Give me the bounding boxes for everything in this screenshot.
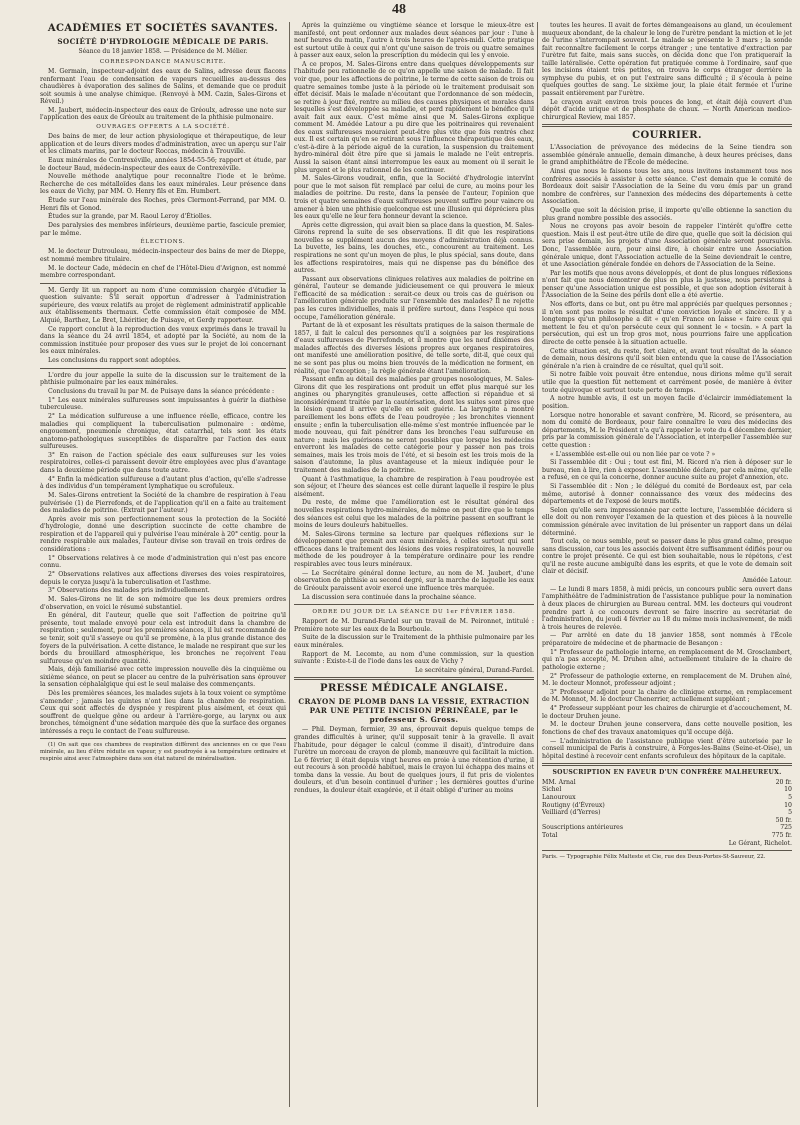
subscription-row [542, 786, 792, 794]
rule [40, 368, 286, 369]
subscription-row [542, 802, 792, 810]
rule [294, 604, 534, 605]
paragraph: M. le docteur Druhen jeune conservera, dans cette nouvelle position, les fonctions de chef des travaux anatomiques qu'il occupe déjà. [542, 721, 792, 736]
footnote: (1) On sait que ces chambres de respiration diffèrent des anciennes en ce que l'eau minérale, au lieu d'être réduite en vapeur, y est poudroyée à sa température ordinaire et respirée ainsi avec l'atmosphère dans son état naturel de minéralisation. [40, 742, 286, 762]
imprint-line: Paris. — Typographie Félix Malteste et Cie, rue des Deux-Portes-St-Sauveur, 22. [542, 854, 766, 861]
paragraph: toutes les heures. Il avait de fortes démangeaisons au gland, un écoulement muqueux abondant, de la chaleur le long de l'urètre pendant la miction et le jet de l'urine s'interrompait souvent. Le malade se présente le 3 mars ; la sonde fait reconnaître facilement le corps étranger ; une tentative d'extraction par l'urètre fut faite, mais sans succès, on décida donc que l'on pratiquerait la taille latéralisée. Cette opération fut pratiquée comme à l'ordinaire, sauf que les incisions étaient très petites, on trouva le corps étranger derrière la symphyse du pubis, et on put l'extraire sans difficulté ; il s'écoula à peine quelques gouttes de sang. Le sixième jour, la plaie était fermée et l'urine passait entièrement par l'urètre. [542, 22, 792, 97]
paragraph: Du reste, de même que l'amélioration est le résultat général des nouvelles respirations hydro-minérales, de même on peut dire que le temps des séances est celui que les malades de la poitrine passent en souffrant le moins de leurs douleurs habituelles. [294, 499, 534, 530]
rubric-heading: ORDRE DU JOUR DE LA SÉANCE DU 1er FÉVRIER 1858. [312, 609, 516, 616]
paragraph: M. Sales-Girons voudrait, enfin, que la Société d'hydrologie intervînt pour que le mot saison fût remplacé par celui de cure, au moins pour les maladies de poitrine. Du reste, dans la pensée de l'auteur, l'opinion que trois et quatre semaines d'eaux sulfureuses peuvent suffire pour vaincre ou amener à bien une phthisie quelconque est une illusion qui dépréciera plus les eaux qu'elle ne leur fera honneur devant la science. [294, 175, 534, 221]
paragraph: Des paralysies des membres inférieurs, deuxième partie, fascicule premier, par le même. [40, 222, 286, 237]
paragraph: Ce rapport conclut à la reproduction des vœux exprimés dans le travail lu dans la séance du 24 avril 1854, et adopté par la Société, au nom de la commission instituée pour proposer des vues sur le projet de loi concernant les eaux minérales. [40, 325, 286, 356]
paragraph: Si l'assemblée dit : Non ; le délégué du comité de Bordeaux est, par cela même, autorisé à donner connaissance des vœux des médecins des départements et de l'exposé de leurs motifs. [542, 483, 792, 506]
paragraph: Eaux minérales de Contrexéville, années 1854-55-56; rapport et étude, par le docteur Baud, médecin-inspecteur des eaux de Contrexéville. [40, 157, 286, 172]
column-3 [542, 22, 792, 1114]
donor-name: Routigny (d'Évreux) [542, 801, 605, 809]
paragraph: Passant aux observations cliniques relatives aux maladies de poitrine en général, l'auteur se demande judicieusement ce qui prouvera le mieux l'efficacité de sa médication : serait-ce deux ou trois cas de guérison ou l'amélioration générale produite sur l'ensemble des malades? Il ne rejette pas les cures individuelles, mais il préfère surtout, dans l'espèce qui nous occupe, l'amélioration générale. [294, 275, 534, 321]
signature: Le secrétaire général, Durand-Fardel. [415, 666, 534, 674]
paragraph: 4° Professeur suppléant pour les chaires de chirurgie et d'accouchement, M. le docteur Druhen jeune. [542, 705, 792, 720]
paragraph: M. le docteur Dutrouleau, médecin-inspecteur des bains de mer de Dieppe, est nommé membre titulaire. [40, 248, 286, 263]
paragraph: Si l'assemblée dit : Oui ; tout est fini, M. Ricord n'a rien à déposer sur le bureau, rien à lire, rien à exposer. L'assemblée déclare, par cela même, qu'elle a refusé, en ce qui la concerne, donner aucune suite au projet d'annexion, etc. [542, 459, 792, 482]
donor-amount: 20 fr. [775, 778, 792, 786]
paragraph: Nouvelle méthode analytique pour reconnaître l'iode et le brôme. Recherche de ces métalloïdes dans les eaux minérales. Leur présence dans les eaux de Vichy, par MM. O. Henry fils et Em. Humbert. [40, 173, 286, 196]
paragraph: Partant de là et exposant les résultats pratiques de la saison thermale de 1857, il fait le calcul des personnes qu'il a soignées par les respirations d'eaux sulfureuses de Pierrefonds, et il montre que les neuf dixièmes des malades affectés des diverses lésions propres aux organes respiratoires, ont manifesté une amélioration positive, de telle sorte, dit-il, que ceux qui ne se sont pas plus ou moins bien trouvés de la médication ne forment, en réalité, que l'exception ; la règle générale étant l'amélioration. [294, 322, 534, 375]
donor-amount: 5 [788, 794, 792, 801]
signature: Le Gérant, Richelot. [728, 839, 792, 847]
section-heading: PRESSE MÉDICALE ANGLAISE. [320, 683, 508, 695]
paragraph: Rapport de M. Durand-Fardel sur un travail de M. Peironnet, intitulé : Première note sur les eaux de la Bourboule. [294, 618, 534, 633]
paragraph: L'Association de prévoyance des médecins de la Seine tiendra son assemblée générale annuelle, demain dimanche, à deux heures précises, dans le grand amphithéâtre de l'École de médecine. [542, 144, 792, 167]
donor-amount: 10 [784, 801, 792, 809]
column-rule-2 [537, 22, 538, 1107]
paragraph: M. Germain, inspecteur-adjoint des eaux de Salins, adresse deux flacons renfermant l'eau de condensation de vapeurs recueillies au-dessus des chaudières à évaporation des salines de Salins, et demande que ce produit soit soumis à une analyse chimique. (Renvoyé à MM. Cazin, Sales-Girons et Réveil.) [40, 68, 286, 106]
rubric-heading: CORRESPONDANCE MANUSCRITE. [99, 59, 227, 65]
paragraph: Dès les premières séances, les malades sujets à la toux voient ce symptôme s'amender ; jamais les quintes n'ont lieu dans la chambre de respiration. Ceux qui sont affectés de dyspnée y respirent plus aisément, et ceux qui souffrent de quelque gêne ou ardeur à l'arrière-gorge, au larynx ou aux bronches, témoignent d'une sédation marquée dès que la surface des organes intéressés a reçu le contact de l'eau sulfureuse. [40, 690, 286, 735]
paragraph: — L'administration de l'assistance publique vient d'être autorisée par le conseil municipal de Paris à construire, à Forges-les-Bains (Seine-et-Oise), un hôpital destiné à recevoir cent enfants scrofuleux des hôpitaux de la capitale. [542, 737, 792, 760]
rule [40, 738, 286, 739]
subscription-prev-label: Souscriptions antérieures [542, 824, 624, 832]
paragraph: 1° Observations relatives à ce mode d'administration qui n'est pas encore connu. [40, 554, 286, 570]
subscription-total-label: Total [542, 831, 558, 839]
paragraph: M. Sales-Girons termine sa lecture par quelques réflexions sur le développement que prenait aux eaux minérales, à celles surtout qui sont efficaces dans le traitement des lésions des voies respiratoires, la nouvelle méthode de les poudroyer à la température ordinaire pour les rendre respirables avec tous leurs minéraux. [294, 530, 534, 568]
subscription-row [542, 809, 792, 817]
paragraph: 2° Professeur de pathologie externe, en remplacement de M. Druhen aîné, M. le docteur Monnot, professeur adjoint ; [542, 672, 792, 688]
paragraph: — Le lundi 8 mars 1858, à midi précis, un concours public sera ouvert dans l'amphithéâtre de l'administration de l'assistance publique pour la nomination à deux places de chirurgien au Bureau central. MM. les docteurs qui voudront prendre part à ce concours devront se faire inscrire au secrétariat de l'administration, du jeudi 4 février au 18 du même mois inclusivement, de midi à trois heures de relevée. [542, 585, 792, 631]
rubric-heading: OUVRAGES OFFERTS A LA SOCIÉTÉ. [96, 124, 230, 131]
signature: Amédée Latour. [742, 577, 792, 585]
subscription-table [542, 779, 792, 840]
subscription-partial: 50 fr. [775, 816, 792, 824]
paragraph: 1° Les eaux minérales sulfureuses sont impuissantes à guérir la diathèse tuberculeuse. [40, 396, 286, 412]
paragraph: Nos efforts, dans ce but, ont pu être mal appréciés par quelques personnes ; il n'en sont pas moins le résultat d'une conviction loyale et sincère. Il y a longtemps qu'un philosophe a dit « qu'en France on laisse « faire ceux qui mettent le feu et qu'on persécute ceux qui sonnent le « tocsin. » A part la persécution, qui est un trop gros mot, nous pourrions faire une application directe de cette pensée à la situation actuelle. [542, 301, 792, 346]
paragraph: Mais, déjà familiarisé avec cette impression nouvelle dès la cinquième ou sixième séance, on peut se placer au centre de la pulvérisation sans éprouver la sensation céphalalgique qui est le seul malaise des commençants. [40, 666, 286, 689]
paragraph: Après cette digression, qui avait bien sa place dans la question, M. Sales-Girons reprend la suite de ses observations. Il dit que les respirations nouvelles se supplément aucun des moyens d'administration déjà connus. La buvette, les bains, les douches, etc., concourent au traitement. Les respirations ne sont qu'un moyen de plus, le plus spécial, sans doute, dans les affections respiratoires, mais qui ne dispense pas du bénéfice des autres. [294, 221, 534, 275]
subsection-heading: SOCIÉTÉ D'HYDROLOGIE MÉDICALE DE PARIS. [57, 37, 269, 46]
page-number: 48 [392, 2, 406, 17]
subscription-row [542, 779, 792, 787]
paragraph: Tout cela, ce nous semble, peut se passer dans le plus grand calme, presque sans discussion, car tous les associés doivent être suffisamment édifiés pour ou contre le projet présenté. Ce qui est bien souhaitable, nous le répétons, c'est qu'il ne reste aucune ambiguïté dans les esprits, et que le vote de demain soit clair et décisif. [542, 538, 792, 576]
subscription-total-amount: 775 fr. [771, 831, 792, 839]
donor-name: Veilliard (d'Yerres) [542, 809, 601, 817]
rule [40, 283, 286, 284]
paragraph: Par les motifs que nous avons développés, et dont de plus longues réflexions n'ont fait que nous démontrer de plus en plus la justesse, nous persistons à penser qu'une Association unique est possible, et que son adoption éviterait à l'Association de la Seine des périls dont elle a été avertie. [542, 269, 792, 300]
column-rule-1 [289, 22, 290, 1107]
paragraph: M. Sales-Girons ne lit de son mémoire que les deux premiers ordres d'observation, en voici le résumé substantiel. [40, 596, 286, 611]
paragraph: Après la quinzième ou vingtième séance et lorsque le mieux-être est manifesté, ont peut ordonner aux malades deux séances par jour : l'une à neuf heures du matin, l'autre à trois heures de l'après-midi. Cette pratique est surtout utile à ceux qui n'ont qu'une saison de trois ou quatre semaines à passer aux eaux, selon la prescription du médecin qui les y envoie. [294, 22, 534, 60]
paragraph: Le crayon avait environ trois pouces de long, et était déjà couvert d'un dépôt d'acide urique et de phosphate de chaux. — North American medico-chirurgical Review, mai 1857. [542, 98, 792, 121]
rule [294, 677, 534, 680]
subsection-heading: CRAYON DE PLOMB DANS LA VESSIE, EXTRACTION PAR UNE PETITE INCISION PÉRINÉALE, par le professeur S. Gross. [298, 697, 530, 725]
paragraph: « L'assemblée est-elle oui ou non liée par ce vote ? » [550, 450, 716, 458]
section-heading: COURRIER. [632, 130, 702, 142]
paragraph: Selon qu'elle sera impressionnée par cette lecture, l'assemblée décidera si elle doit ou non renvoyer l'examen de la question et des pièces à la nouvelle commission générale avec invitation de lui présenter un rapport dans un délai déterminé. [542, 506, 792, 537]
donor-name: MM. Arnal [542, 778, 576, 786]
paragraph: 2° Observations relatives aux affections diverses des voies respiratoires, depuis le coryza jusqu'à la tuberculisation et l'asthme. [40, 571, 286, 586]
paragraph: 1° Professeur de pathologie interne, en remplacement de M. Grosclambert, qui n'a pas accepté, M. Druhen aîné, actuellement titulaire de la chaire de pathologie externe ; [542, 648, 792, 671]
paragraph: Ainsi que nous le faisons tous les ans, nous invitons instamment tous nos confrères associés à assister à cette séance. C'est demain que le comité de Bordeaux doit saisir l'Association de la Seine du vœu émis par un grand nombre de confrères, sur l'annexion des médecins des départements à cette Association. [542, 168, 792, 206]
rule [542, 850, 792, 851]
paragraph: M. le docteur Cade, médecin en chef de l'Hôtel-Dieu d'Avignon, est nommé membre correspondant. [40, 264, 286, 280]
paragraph: Quant à l'asthmatique, la chambre de respiration à l'eau poudroyée est son séjour, et l'heure des séances est celle durant laquelle il respire le plus aisément. [294, 475, 534, 498]
paragraph: A ce propos, M. Sales-Girons entre dans quelques développements sur l'habitude peu rationnelle de ce qu'on appelle une saison de malade. Il fait voir que, pour les affections de poitrine, le terme de cette saison de trois ou quatre semaines tombe juste à la période où le traitement produisait son effet décisif. Mais le malade n'écoutant que l'ordonnance de son médecin, se retire à jour fixé, rentre au milieu des causes physiques et morales dans lesquelles s'est développée sa maladie, et perd rapidement le bénéfice qu'il avait fait aux eaux. C'est même ainsi que M. Sales-Girons explique comment M. Amédée Latour a pu dire que les poitrinaires qui revenaient des eaux sulfureuses mouraient peut-être plus vite que fois rentrés chez eux. Il est certain qu'en se retirant sous l'influence thérapeutique des eaux, c'est-à-dire à la période aiguë de la curation, la suspension du traitement hydro-minéral doit être pire que si jamais le malade ne l'eût entrepris. Aussi la saison étant ainsi interrompue les eaux au moment où il serait le plus urgent et le plus rationnel de les continuer. [294, 60, 534, 174]
paragraph: — Par arrêté en date du 18 janvier 1858, sont nommés à l'École préparatoire de médecine et de pharmacie de Besançon : [542, 632, 792, 647]
paragraph: 2° La médication sulfureuse a une influence réelle, efficace, contre les maladies qui compliquent la tuberculisation pulmonaire : œdème, engouement, pneumonie chronique, état catarrhal, tels sont les états anatomo-pathologiques susceptibles de disparaître par l'action des eaux sulfureuses. [40, 412, 286, 451]
paragraph: La discussion sera continuée dans la prochaine séance. [302, 593, 477, 601]
rule [542, 763, 792, 766]
paragraph: Cette situation est, du reste, fort claire, et, avant tout résultat de la séance de demain, nous désirons qu'il soit bien entendu que la cause de l'Association générale n'a rien à craindre de ce résultat, quel qu'il soit. [542, 347, 792, 370]
paragraph: Nous ne croyons pas avoir besoin de rappeler l'intérêt qu'offre cette question. Mais il est peut-être utile de dire que, quelle que soit la décision qui sera prise demain, les projets d'une Association générale seront poursuivis. Donc, l'assemblée aura, pour ainsi dire, à choisir entre une Association générale unique, dont l'Association actuelle de la Seine deviendrait le centre, et une Association générale fondée en dehors de l'Association de la Seine. [542, 223, 792, 269]
subscription-box [542, 769, 792, 839]
paragraph: L'ordre du jour appelle la suite de la discussion sur le traitement de la phthisie pulmonaire par les eaux minérales. [40, 371, 286, 387]
paragraph: 4° Enfin la médication sulfureuse a d'autant plus d'action, qu'elle s'adresse à des individus d'un tempérament lymphatique ou scrofuleux. [40, 475, 286, 491]
paragraph: Après avoir mis son perfectionnement sous la protection de la Société d'hydrologie, donné une description succincte de cette chambre de respiration et de l'appareil qui y pulvérise l'eau minérale à 20° centig. pour la rendre respirable aux malades, l'auteur divise son travail en trois ordres de considérations : [40, 515, 286, 553]
paragraph: 3° Professeur adjoint pour la chaire de clinique externe, en remplacement de M. Monnot, M. le docteur Chenerrier, actuellement suppléant ; [542, 688, 792, 704]
paragraph: Quelle que soit la décision prise, il importe qu'elle obtienne la sanction du plus grand nombre possible des associés. [542, 207, 792, 222]
paragraph: A notre humble avis, il est un moyen facile d'éclaircir immédiatement la position. [542, 395, 792, 410]
session-line: Séance du 18 janvier 1858. — Présidence de M. Mélier. [78, 48, 248, 55]
paragraph: — Phil. Deyman, fermier, 39 ans, éprouvait depuis quelque temps de grandes difficultés à uriner, qu'il supposait tenir à la gravelle. Il avait l'habitude, pour dégager le calcul (comme il disait), d'introduire dans l'urètre un morceau de crayon de plomb, manœuvre qui facilitait la miction. Le 6 février, il était depuis vingt heures en proie à une rétention d'urine, il eut recours à son procédé habituel, mais le crayon lui échappa des mains et tomba dans la vessie. Au bout de quelques jours, il fut pris de violentes douleurs, et d'un besoin continuel d'uriner ; les dernières gouttes d'urine rendues, la douleur était exagérée, et il était obligé d'uriner au moins [294, 726, 534, 794]
paragraph: Passant enfin au détail des maladies par groupes nosologiques, M. Sales-Girons dit que les respirations ont produit un effet plus marqué sur les angines ou pharyngites granuleuses, cette affection si répandue et si inconsidérément traitée par la cautérisation, dont les suites sont pires que la lésion quand il arrive qu'elle en soit guérie. La laryngite a montré pareillement les bons effets de l'eau poudroyée ; les bronchites viennent ensuite ; enfin la tuberculisation elle-même s'est montrée influencée par le mode nouveau, qui fait pénétrer dans les bronches l'eau sulfureuse en nature ; mais les guérisons ne seront possibles que lorsque les médecins enverront les malades de cette catégorie pour y passer non pas trois semaines, mais les trois mois de l'été, et si besoin est les trois mois de la saison d'automne, la plus avantageuse et la mieux indiquée pour le traitement des maladies de la poitrine. [294, 376, 534, 474]
paragraph: M. Jaubert, médecin-inspecteur des eaux de Gréoulx, adresse une note sur l'application des eaux de Gréoulx au traitement de la phthisie pulmonaire. [40, 106, 286, 122]
column-1 [40, 22, 286, 1112]
paragraph: 3° Observations des malades pris individuellement. [48, 587, 210, 595]
paragraph: En général, dit l'auteur, quelle que soit l'affection de poitrine qu'il présente, tout malade envoyé pour cela est introduit dans la chambre de respiration ; seulement, pour les premières séances, il lui est recommandé de se tenir, soit qu'il s'asseye ou qu'il se promène, à la plus grande distance des foyers de la pulvérisation. A cette distance, le malade ne respirant que sur les bords du brouillard atmosphérique, les bronches ne reçoivent l'eau sulfureuse qu'en moindre quantité. [40, 612, 286, 665]
rule [542, 124, 792, 127]
paragraph: Des bains de mer, de leur action physiologique et thérapeutique, de leur application et de leurs divers modes d'administration, avec un aperçu sur l'air et les climats marins, par le docteur Roccas, médecin à Trouville. [40, 133, 286, 156]
paragraph: Les conclusions du rapport sont adoptées. [48, 357, 181, 365]
subscription-title: SOUSCRIPTION EN FAVEUR D'UN CONFRÈRE MALHEUREUX. [552, 769, 782, 777]
section-heading: ACADÉMIES ET SOCIÉTÉS SAVANTES. [47, 23, 279, 34]
paragraph: M. Gerdy lit un rapport au nom d'une commission chargée d'étudier la question suivante: S'il serait opportun d'adresser à l'administration supérieure, des vœux relatifs au projet de règlement administratif applicable aux établissements thermaux. Cette commission était composée de MM. Alquié, Barthez, Le Bret, Lhéritier, de Puisaye, et Gerdy rapporteur. [40, 286, 286, 324]
paragraph: Étude sur l'eau minérale des Roches, près Clermont-Ferrand, par MM. O. Henri fils et Gonod. [40, 197, 286, 212]
subscription-rows [542, 779, 792, 817]
paragraph: Études sur la grande, par M. Raoul Leroy d'Étiolles. [48, 213, 212, 221]
paragraph: Conclusions du travail lu par M. de Puisaye dans la séance précédente : [48, 387, 275, 395]
donor-name: Lanouroux [542, 794, 576, 801]
paragraph: 3° En raison de l'action spéciale des eaux sulfureuses sur les voies respiratoires, celles-ci paraissent devoir être employées avec plus d'avantage dans la deuxième période que dans toute autre. [40, 451, 286, 474]
donor-amount: 10 [784, 786, 792, 794]
donor-name: Sichel [542, 786, 562, 794]
paragraph: Suite de la discussion sur le Traitement de la phthisie pulmonaire par les eaux minérales. [294, 634, 534, 649]
subscription-prev-amount: 725 [780, 824, 792, 832]
rubric-heading: ÉLECTIONS. [140, 239, 186, 246]
donor-amount: 5 [788, 809, 792, 817]
paragraph: M. Sales-Girons entretient la Société de la chambre de respiration à l'eau pulvérisée (1) de Pierrefonds, et de l'application qu'il en a faite au traitement des maladies de poitrine. (Extrait par l'auteur.) [40, 491, 286, 515]
paragraph: Si notre faible voix pouvait être entendue, nous dirions même qu'il serait utile que la question fût nettement et carrément posée, de manière à éviter toute équivoque et surtout toute perte de temps. [542, 371, 792, 394]
paragraph: Rapport de M. Lecomte, au nom d'une commission, sur la question suivante : Existe-t-il de l'iode dans les eaux de Vichy ? [294, 650, 534, 666]
column-2 [294, 22, 534, 1112]
paragraph: Lorsque notre honorable et savant confrère, M. Ricord, se présentera, au nom du comité de Bordeaux, pour faire connaître le vœu des médecins des départements, M. le Président n'a qu'à rappeler le vote du 4 décembre dernier, pris par la commission générale de l'Association, et interpeller l'assemblée sur cette question : [542, 411, 792, 449]
paragraph: — Le Secrétaire général donne lecture, au nom de M. Jaubert, d'une observation de phthisie au second degré, sur la marche de laquelle les eaux de Gréoulx paraissent avoir exercé une influence très marquée. [294, 569, 534, 592]
subscription-row [542, 794, 792, 802]
